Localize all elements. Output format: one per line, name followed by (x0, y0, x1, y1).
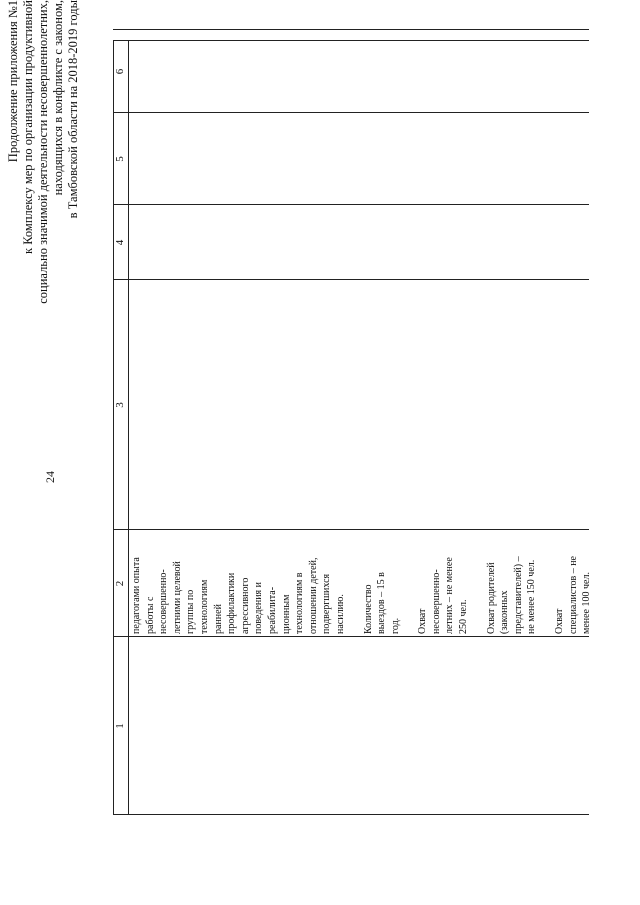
text-line: подвергшихся (321, 573, 333, 634)
text-line: летними целевой (171, 561, 183, 634)
text-line: ционным (280, 594, 292, 634)
col-divider-5-6 (113, 112, 589, 113)
col-divider-1-2 (113, 636, 589, 637)
col-divider-6-7 (113, 29, 589, 30)
text-line: не менее 150 чел. (526, 559, 538, 634)
col-divider-2-3 (113, 529, 589, 530)
text-line: технологиям в (294, 572, 306, 634)
text-line: ранней (212, 604, 224, 634)
text-line: летних – не менее (444, 557, 456, 634)
text-line: 250 чел. (458, 599, 470, 634)
document-header (0, 0, 120, 480)
header-line-5: в Тамбовской области на 2018-2019 годы (66, 0, 80, 219)
measures-table (113, 40, 593, 815)
text-line: Количество (362, 584, 374, 634)
column-number-3: 3 (114, 402, 126, 408)
text-line: насилию. (334, 594, 346, 634)
text-line: несовершенно- (158, 569, 170, 634)
text-line: реабилита- (266, 586, 278, 634)
col2-block-parents-coverage (485, 535, 539, 634)
column-number-1: 1 (114, 723, 126, 729)
text-line: Охват (554, 608, 566, 634)
text-line: (законных (499, 590, 511, 634)
header-line-3: социально значимой деятельности несовершеннолетних, (36, 0, 50, 304)
header-row-divider (128, 40, 129, 815)
text-line: группы по (185, 589, 197, 634)
table-frame (113, 40, 589, 815)
header-line-1: Продолжение приложения №1 (6, 0, 20, 163)
header-line-2: к Комплексу мер по организации продуктивной (21, 0, 35, 254)
col2-block-trips (362, 535, 403, 634)
col2-block-specialists-coverage (553, 535, 594, 634)
page-number: 24 (43, 471, 57, 483)
column-number-7 (113, 0, 128, 30)
column-2-cell (130, 535, 594, 634)
text-line: работы с (144, 596, 156, 634)
text-line: год. (389, 617, 401, 634)
col2-block-description (130, 535, 348, 634)
text-line: выездов – 15 в (376, 572, 388, 634)
column-number-5: 5 (114, 156, 126, 162)
text-line: представителей) – (512, 556, 524, 634)
text-line: Охват родителей (485, 562, 497, 634)
column-number-2: 2 (114, 580, 126, 587)
text-line: профилактики (226, 572, 238, 634)
text-line: педагогами опыта (131, 557, 142, 634)
header-line-4: находящихся в конфликте с законом, (51, 0, 65, 196)
column-number-6: 6 (114, 68, 126, 75)
text-line: специалистов – не (567, 556, 579, 634)
text-line: Охват (417, 608, 429, 634)
text-line: поведения и (253, 581, 265, 634)
text-line: несовершенно- (430, 569, 442, 634)
col2-block-minors-coverage (416, 535, 470, 634)
text-line: технологиям (198, 579, 210, 634)
col-divider-3-4 (113, 279, 589, 280)
col-divider-4-5 (113, 204, 589, 205)
column-number-4: 4 (114, 239, 126, 246)
text-line: отношении детей, (307, 557, 319, 634)
text-line: менее 100 чел. (581, 572, 593, 634)
text-line: агрессивного (239, 577, 251, 634)
